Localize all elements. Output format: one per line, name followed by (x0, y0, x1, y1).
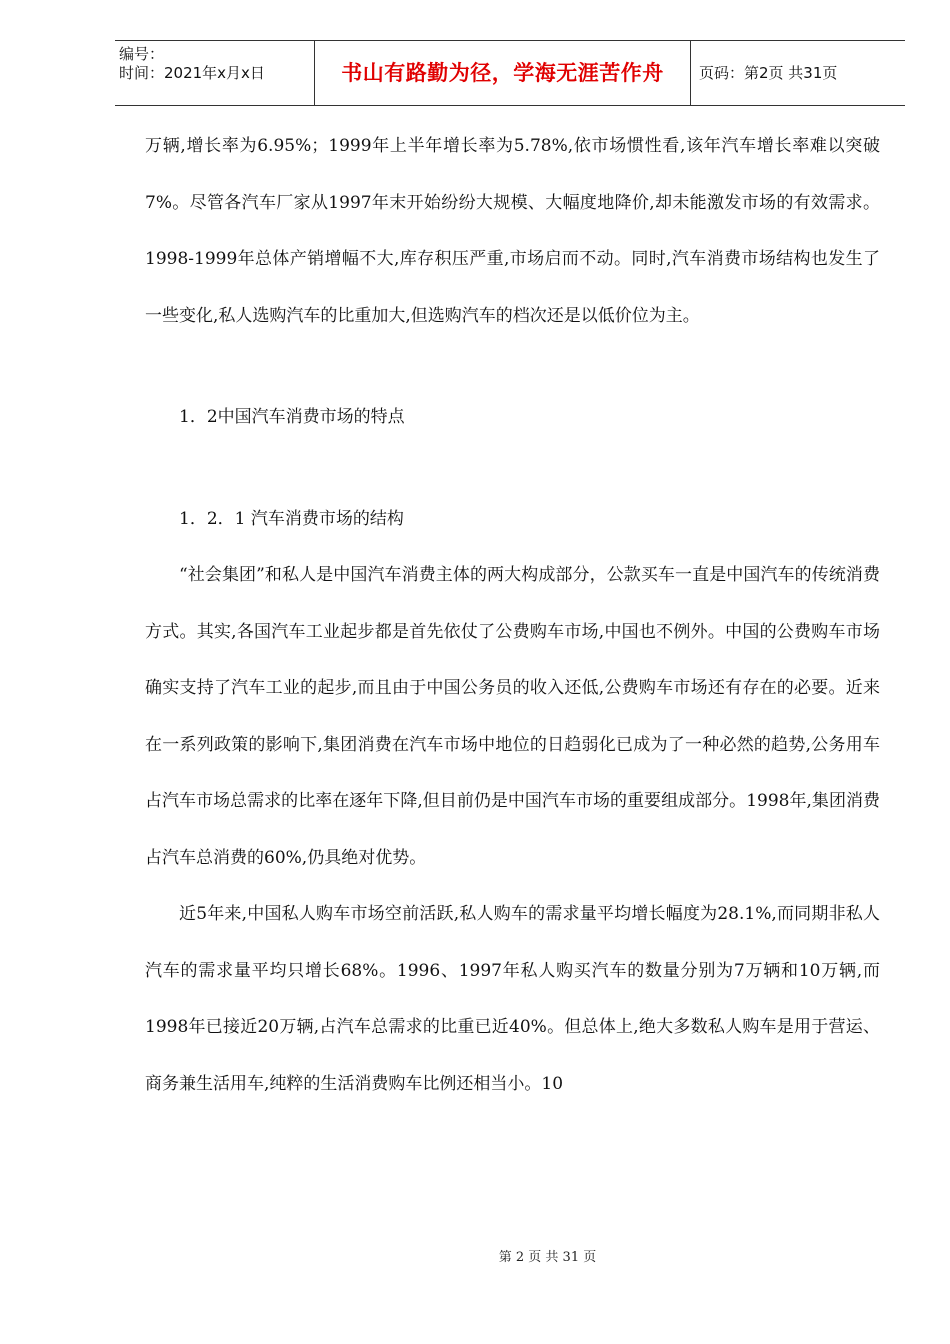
header-meta (115, 41, 315, 105)
paragraph-market-structure: “社会集团”和私人是中国汽车消费主体的两大构成部分，公款买车一直是中国汽车的传统消费方式。其实,各国汽车工业起步都是首先依仗了公费购车市场,中国也不例外。中国的公费购车市场确实支持了汽车工业的起步,而且由于中国公务员的收入还低,公费购车市场还有存在的必要。近来在一系列政策的影响下,集团消费在汽车市场中地位的日趋弱化已成为了一种必然的趋势,公务用车占汽车市场总需求的比率在逐年下降,但目前仍是中国汽车市场的重要组成部分。1998年,集团消费占汽车总消费的60%,仍具绝对优势。 (145, 565, 880, 868)
header-page-number: 页码：第2页 共31页 (699, 64, 838, 82)
page-header (115, 40, 905, 106)
subsection-heading: 1．2．1 汽车消费市场的结构 (179, 508, 404, 529)
paragraph-private-purchase: 近5年来,中国私人购车市场空前活跃,私人购车的需求量平均增长幅度为28.1%,而同期非私人汽车的需求量平均只增长68%。1996、1997年私人购买汽车的数量分别为7万辆和10万辆,而1998年已接近20万辆,占汽车总需求的比重已近40%。但总体上,绝大多数私人购车是用于营运、商务兼生活用车,纯粹的生活消费购车比例还相当小。10 (145, 904, 880, 1094)
header-motto: 书山有路勤为径，学海无涯苦作舟 (315, 41, 691, 105)
serial-label: 编号： (119, 45, 165, 63)
spacer (145, 446, 880, 491)
page-footer: 第 2 页 共 31 页 (498, 1250, 597, 1265)
spacer (145, 344, 880, 389)
time-label: 时间：2021年x月x日 (119, 64, 265, 82)
document-body (145, 118, 880, 1112)
section-heading: 1．2中国汽车消费市场的特点 (179, 407, 405, 427)
paragraph-market-growth: 万辆,增长率为6.95%；1999年上半年增长率为5.78%,依市场惯性看,该年汽车增长率难以突破7%。尽管各汽车厂家从1997年末开始纷纷大规模、大幅度地降价,却未能激发市场的有效需求。1998-1999年总体产销增幅不大,库存积压严重,市场启而不动。同时,汽车消费市场结构也发生了一些变化,私人选购汽车的比重加大,但选购汽车的档次还是以低价位为主。 (145, 136, 880, 326)
